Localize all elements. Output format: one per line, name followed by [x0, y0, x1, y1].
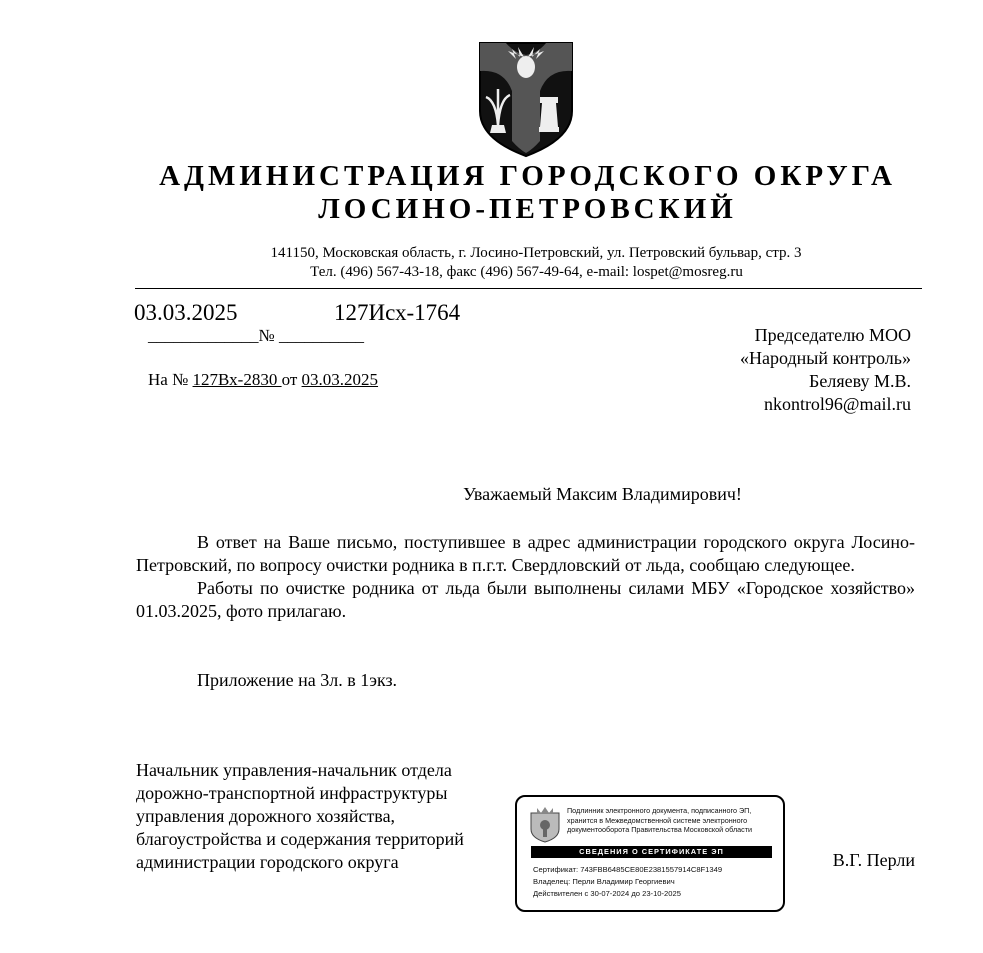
coat-of-arms-emblem [478, 41, 574, 158]
registration-blank-line: _____________№ __________ [148, 326, 364, 345]
greeting: Уважаемый Максим Владимирович! [463, 484, 742, 504]
contacts-line: Тел. (496) 567-43-18, факс (496) 567-49-64, e-mail: lospet@mosreg.ru [310, 264, 743, 280]
certificate-info [533, 864, 722, 900]
recipient-line1: Председателю МОО [754, 325, 911, 345]
legal-line3: документооборота Правительства Московской области [567, 825, 753, 835]
recipient-line2: «Народный контроль» [740, 348, 911, 368]
org-name-line2: ЛОСИНО-ПЕТРОВСКИЙ [318, 193, 737, 225]
certificate-title: СВЕДЕНИЯ О СЕРТИФИКАТЕ ЭП [531, 846, 772, 858]
recipient-email: nkontrol96@mail.ru [763, 394, 911, 414]
signer-line5: администрации городского округа [136, 852, 399, 872]
in-reply-from: от [281, 370, 302, 389]
organization-name [0, 160, 983, 226]
certificate-serial: Сертификат: 743FBB6485CE80E2381557914C8F1349 [533, 865, 723, 874]
signer-line1: Начальник управления-начальник отдела [136, 760, 452, 780]
legal-line2: хранится в Межведомственной системе электронного [567, 815, 748, 825]
registration-date: 03.03.2025 [134, 300, 238, 325]
recipient-block [740, 324, 911, 416]
in-reply-prefix: На № [148, 370, 193, 389]
legal-line1: Подлинник электронного документа, подписанного ЭП, [567, 806, 752, 815]
signer-line2: дорожно-транспортной инфраструктуры [136, 783, 448, 803]
certificate-legal-note [567, 806, 783, 835]
letter-body [136, 531, 915, 623]
signer-line4: благоустройства и содержания территорий [136, 829, 464, 849]
paragraph-2: Работы по очистке родника от льда были выполнены силами МБУ «Городское хозяйство» 01.03.2025, фото прилагаю. [136, 578, 915, 621]
header-divider [135, 288, 922, 289]
org-name-line1: АДМИНИСТРАЦИЯ ГОРОДСКОГО ОКРУГА [159, 160, 896, 192]
in-reply-reference [148, 370, 378, 390]
in-reply-number: 127Вх-2830 [192, 370, 282, 389]
recipient-line3: Беляеву М.В. [809, 371, 911, 391]
certificate-validity: Действителен с 30-07-2024 до 23-10-2025 [533, 889, 681, 898]
organization-address [0, 244, 983, 282]
certificate-owner: Владелец: Перли Владимир Георгиевич [533, 877, 675, 886]
signer-line3: управления дорожного хозяйства, [136, 806, 396, 826]
signer-position [136, 759, 464, 874]
moscow-region-crest-icon [527, 805, 563, 843]
address-line: 141150, Московская область, г. Лосино-Петровский, ул. Петровский бульвар, стр. 3 [270, 245, 802, 261]
paragraph-1: В ответ на Ваше письмо, поступившее в адрес администрации городского округа Лосино-Петровский, по вопросу очистки родника в п.г.т. Свердловский от льда, сообщаю следующее. [136, 532, 915, 575]
electronic-signature-stamp [515, 795, 785, 912]
attachment-note: Приложение на 3л. в 1экз. [197, 670, 398, 690]
signer-name: В.Г. Перли [832, 850, 915, 870]
registration-number: 127Исх-1764 [334, 300, 461, 325]
in-reply-date: 03.03.2025 [301, 370, 379, 389]
